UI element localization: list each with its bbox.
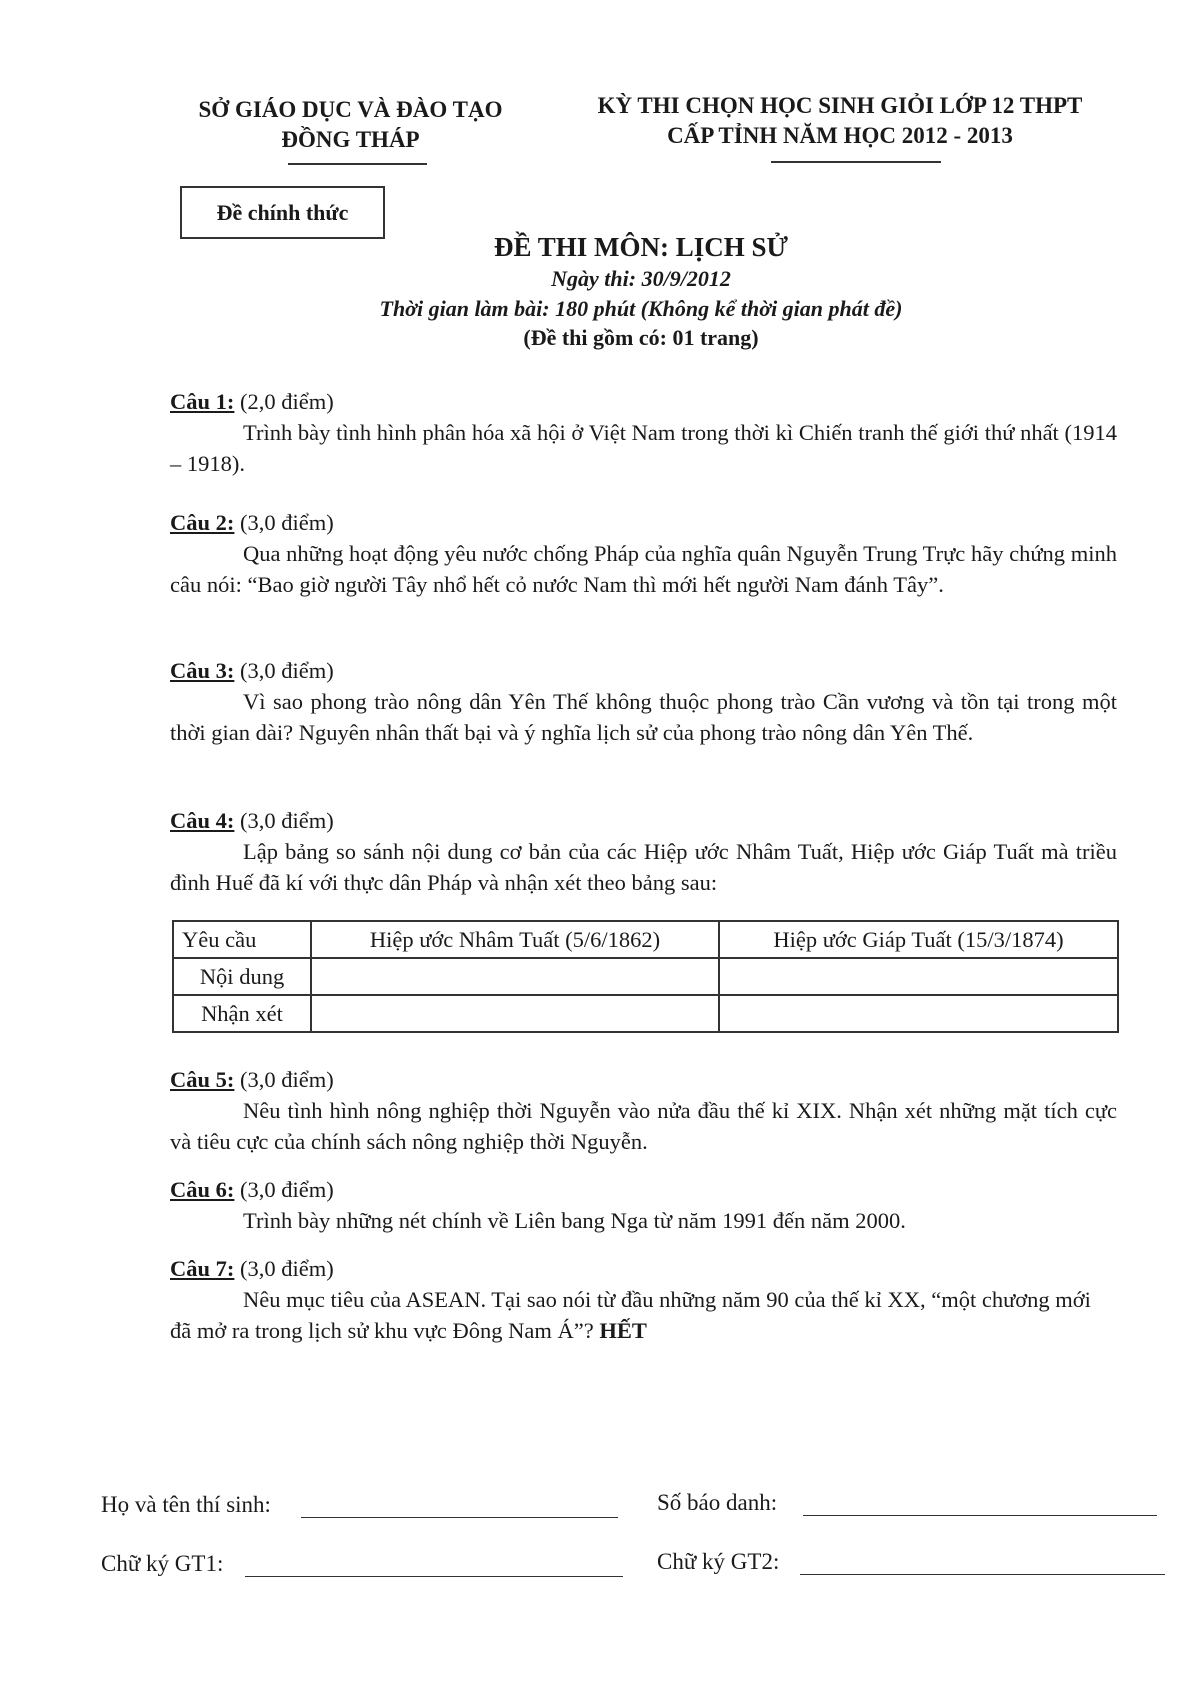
official-exam-box: Đề chính thức	[180, 186, 385, 239]
question-label: Câu 7:	[170, 1256, 235, 1281]
question-label: Câu 4:	[170, 808, 235, 833]
question-text: Trình bày tình hình phân hóa xã hội ở Việt Nam trong thời kì Chiến tranh thế giới thứ nhất (1914 – 1918).	[170, 420, 1117, 476]
question-text: Qua những hoạt động yêu nước chống Pháp của nghĩa quân Nguyễn Trung Trực hãy chứng minh câu nói: “Bao giờ người Tây nhổ hết cỏ nước Nam thì mới hết người Nam đánh Tây”.	[170, 541, 1117, 597]
question-label: Câu 1:	[170, 389, 235, 414]
question-points: (2,0 điểm)	[234, 389, 334, 414]
supervisor2-signature-label: Chữ ký GT2:	[657, 1549, 780, 1574]
question-text: Trình bày những nét chính về Liên bang Nga từ năm 1991 đến năm 2000.	[243, 1208, 906, 1233]
table-header-row	[173, 921, 1118, 958]
exam-date: Ngày thi: 30/9/2012	[551, 266, 731, 291]
question-text: Nêu tình hình nông nghiệp thời Nguyễn vào nửa đầu thế kỉ XIX. Nhận xét những mặt tích cực và tiêu cực của chính sách nông nghiệp thời Nguyễn.	[170, 1098, 1117, 1154]
candidate-name-field[interactable]	[301, 1517, 618, 1518]
candidate-id-label: Số báo danh:	[657, 1490, 778, 1515]
question-3	[170, 655, 1117, 748]
question-2	[170, 507, 1117, 600]
question-5	[170, 1064, 1117, 1157]
question-points: (3,0 điểm)	[234, 510, 334, 535]
exam-duration: Thời gian làm bài: 180 phút (Không kể thời gian phát đề)	[379, 296, 903, 321]
question-text: Vì sao phong trào nông dân Yên Thế không thuộc phong trào Cần vương và tồn tại trong một thời gian dài? Nguyên nhân thất bại và ý nghĩa lịch sử của phong trào nông dân Yên Thế.	[170, 689, 1117, 745]
header-rule-right	[771, 161, 941, 163]
table-cell	[311, 958, 719, 995]
department-name: SỞ GIÁO DỤC VÀ ĐÀO TẠO	[198, 97, 503, 122]
question-label: Câu 2:	[170, 510, 235, 535]
question-points: (3,0 điểm)	[234, 658, 334, 683]
table-row-label: Nội dung	[173, 958, 311, 995]
question-points: (3,0 điểm)	[234, 1256, 334, 1281]
question-1	[170, 386, 1117, 479]
table-row	[173, 995, 1118, 1032]
table-cell	[719, 958, 1118, 995]
table-header-cell: Hiệp ước Giáp Tuất (15/3/1874)	[719, 921, 1118, 958]
exam-page-count: (Đề thi gồm có: 01 trang)	[523, 325, 759, 350]
table-header-cell: Hiệp ước Nhâm Tuất (5/6/1862)	[311, 921, 719, 958]
question-text: Nêu mục tiêu của ASEAN. Tại sao nói từ đầu những năm 90 của thế kỉ XX, “một chương mới đã mở ra trong lịch sử khu vực Đông Nam Á”?	[170, 1287, 1091, 1343]
candidate-name-label: Họ và tên thí sinh:	[101, 1492, 271, 1517]
supervisor1-signature-label: Chữ ký GT1:	[101, 1551, 224, 1576]
table-cell	[311, 995, 719, 1032]
exam-name: KỲ THI CHỌN HỌC SINH GIỎI LỚP 12 THPT	[597, 93, 1083, 118]
supervisor2-signature-field[interactable]	[800, 1574, 1165, 1575]
table-header-cell: Yêu cầu	[173, 921, 311, 958]
question-label: Câu 5:	[170, 1067, 235, 1092]
table-cell	[719, 995, 1118, 1032]
table-row	[173, 958, 1118, 995]
header-rule-left	[288, 163, 427, 165]
question-6	[170, 1174, 1117, 1236]
question-points: (3,0 điểm)	[234, 1177, 334, 1202]
question-points: (3,0 điểm)	[234, 808, 334, 833]
candidate-id-field[interactable]	[803, 1515, 1157, 1516]
question-label: Câu 3:	[170, 658, 235, 683]
exam-level-year: CẤP TỈNH NĂM HỌC 2012 - 2013	[667, 123, 1013, 148]
table-row-label: Nhận xét	[173, 995, 311, 1032]
question-text: Lập bảng so sánh nội dung cơ bản của các Hiệp ước Nhâm Tuất, Hiệp ước Giáp Tuất mà triều đình Huế đã kí với thực dân Pháp và nhận xét theo bảng sau:	[170, 839, 1117, 895]
end-marker: HẾT	[599, 1318, 647, 1343]
comparison-table	[172, 920, 1119, 1033]
supervisor1-signature-field[interactable]	[245, 1576, 623, 1577]
question-label: Câu 6:	[170, 1177, 235, 1202]
province-name: ĐỒNG THÁP	[281, 127, 420, 152]
question-4	[170, 805, 1117, 898]
exam-subject-title: ĐỀ THI MÔN: LỊCH SỬ	[493, 232, 789, 262]
question-points: (3,0 điểm)	[234, 1067, 334, 1092]
question-7	[170, 1253, 1117, 1346]
